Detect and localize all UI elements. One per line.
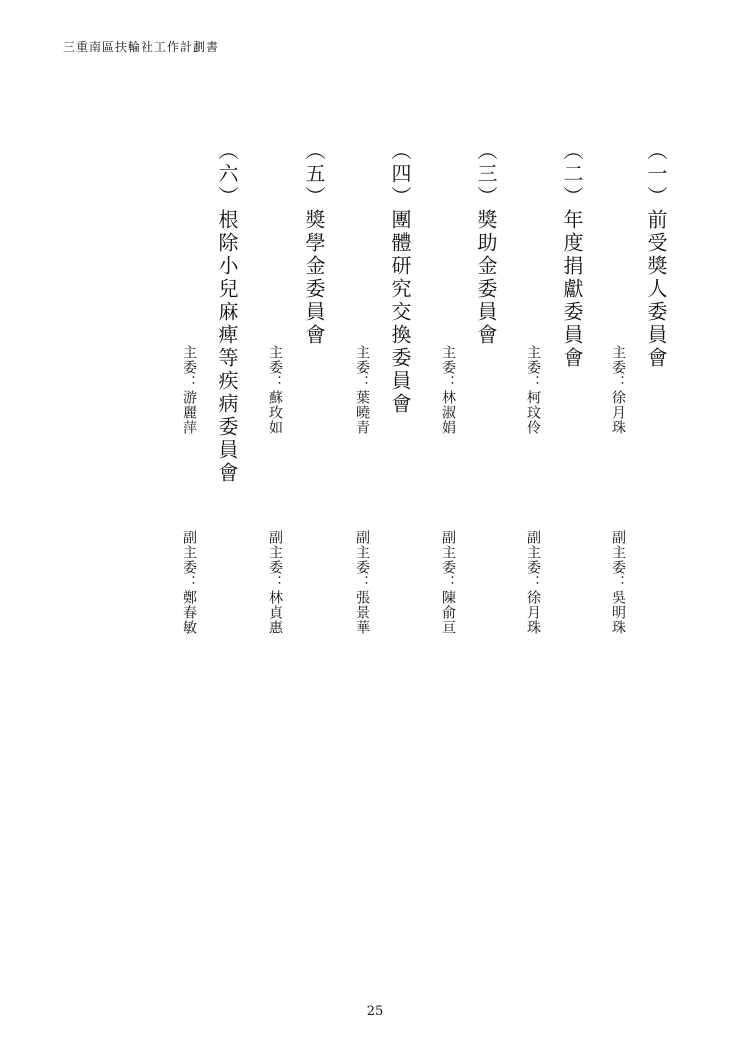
committee-title: （三）獎助金委員會 [474, 140, 498, 347]
committee-title: （四）團體研究交換委員會 [388, 140, 412, 416]
committee-chair: 主委：柯玟伶 [525, 345, 541, 435]
committee-title: （一）前受獎人委員會 [644, 140, 668, 370]
committee-chair: 主委：游麗萍 [181, 345, 197, 435]
committee-title: （五）獎學金委員會 [302, 140, 326, 347]
committee-vice-chair: 副主委：張景華 [354, 530, 370, 635]
committee-title: （二）年度捐獻委員會 [560, 140, 584, 370]
committee-chair: 主委：徐月珠 [610, 345, 626, 435]
committee-vice-chair: 副主委：鄭春敏 [181, 530, 197, 635]
document-header: 三重南區扶輪社工作計劃書 [63, 40, 220, 54]
committee-vice-chair: 副主委：林貞惠 [267, 530, 283, 635]
page-number: 25 [366, 1004, 384, 1019]
committee-chair: 主委：蘇玫如 [267, 345, 283, 435]
committee-vice-chair: 副主委：陳俞亘 [440, 530, 456, 635]
committee-chair: 主委：林淑娟 [440, 345, 456, 435]
committee-vice-chair: 副主委：吳明珠 [610, 530, 626, 635]
committee-title: （六）根除小兒麻痺等疾病委員會 [215, 140, 239, 485]
committee-chair: 主委：葉曉青 [354, 345, 370, 435]
committee-vice-chair: 副主委：徐月珠 [525, 530, 541, 635]
